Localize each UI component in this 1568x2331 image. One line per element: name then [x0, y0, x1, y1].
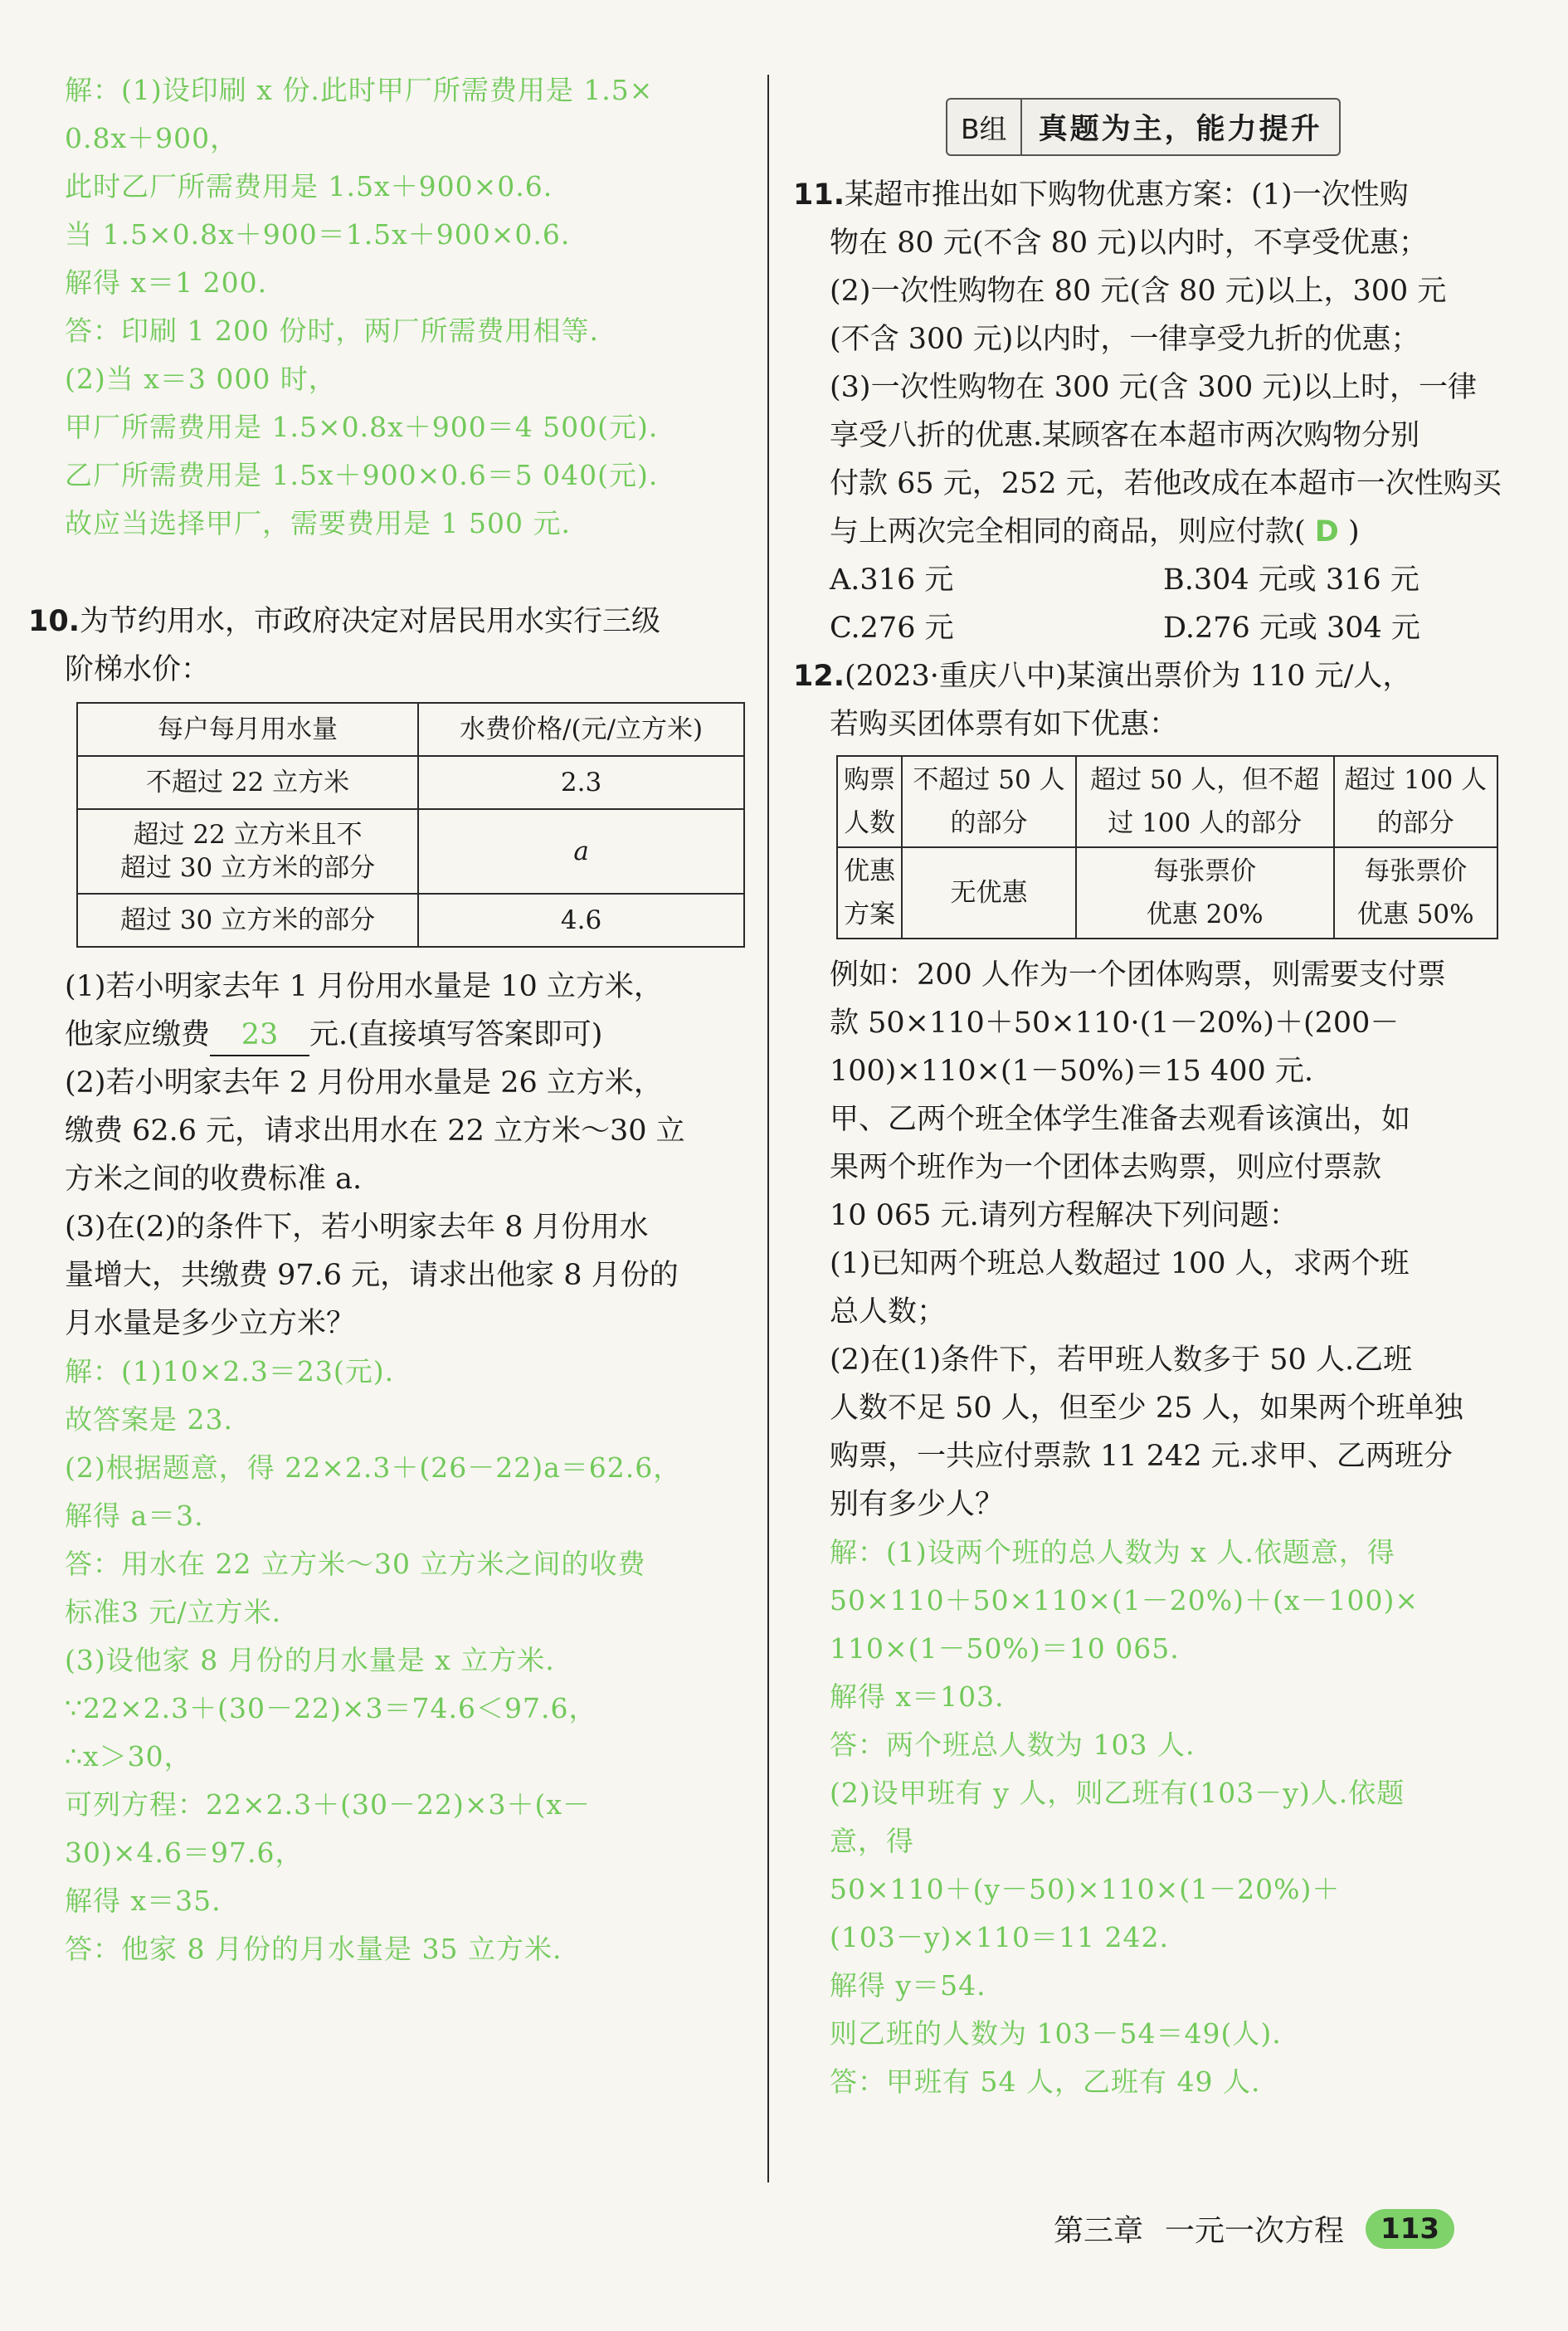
- answer-line: 故答案是 23.: [65, 1403, 233, 1436]
- chapter-title: 一元一次方程: [1165, 2214, 1345, 2248]
- body-line: 购票，一共应付票款 11 242 元.求甲、乙两班分: [830, 1440, 1453, 1473]
- body-line: 款 50×110＋50×110·(1－20%)＋(200－: [830, 1007, 1400, 1040]
- question-stem-last: [830, 508, 1502, 556]
- answer-line: 0.8x＋900，: [65, 122, 239, 154]
- answer-line: (2)根据题意，得 22×2.3＋(26－22)a＝62.6，: [65, 1451, 682, 1484]
- question-number: 12.: [793, 660, 845, 693]
- cell-line: 人数: [844, 808, 896, 838]
- answer-line: (2)当 x＝3 000 时，: [65, 363, 337, 395]
- question-11: [793, 171, 1502, 652]
- table-cell: 超过 30 立方米的部分: [77, 894, 418, 947]
- table-cell: [837, 847, 902, 939]
- body-line: 总人数；: [830, 1295, 947, 1329]
- table-cell: 不超过 22 立方米: [77, 756, 418, 809]
- cell-line: 优惠 50%: [1356, 900, 1474, 929]
- answer-line: 30)×4.6＝97.6，: [65, 1836, 304, 1869]
- answer-line: 解得 x＝35.: [65, 1885, 222, 1917]
- left-column: [28, 66, 747, 1973]
- question-10: [28, 597, 747, 1348]
- table-header: 每户每月用水量: [77, 703, 418, 756]
- ticket-discount-table: [836, 755, 1498, 939]
- q10-answer: [65, 1348, 747, 1973]
- question-stem: 某超市推出如下购物优惠方案：(1)一次性购: [845, 178, 1409, 212]
- cell-line: 过 100 人的部分: [1108, 808, 1303, 838]
- page-footer: [1054, 2207, 1454, 2250]
- answer-line: 可列方程：22×2.3＋(30－22)×3＋(x－: [65, 1788, 591, 1821]
- answer-line: ∴x＞30，: [65, 1740, 192, 1773]
- part-2-line: (2)若小明家去年 2 月份用水量是 26 立方米，: [65, 1066, 663, 1100]
- option-d: D.276 元或 304 元: [1163, 612, 1420, 645]
- table-cell: [1076, 847, 1334, 939]
- text: 元.(直接填写答案即可): [309, 1018, 603, 1051]
- question-stem: (2)一次性购物在 80 元(含 80 元)以上，300 元: [830, 275, 1447, 308]
- chapter-label: 第三章: [1054, 2214, 1144, 2248]
- table-cell-line: 超过 30 立方米的部分: [119, 853, 376, 883]
- part-2-line: 方米之间的收费标准 a.: [65, 1163, 363, 1196]
- cell-line: 方案: [844, 900, 896, 929]
- right-column: [793, 171, 1502, 2106]
- question-number: 11.: [793, 178, 845, 212]
- question-stem: (3)一次性购物在 300 元(含 300 元)以上时，一律: [830, 371, 1477, 404]
- part-3-line: 量增大，共缴费 97.6 元，请求出他家 8 月份的: [65, 1259, 679, 1292]
- cell-line: 不超过 50 人: [913, 765, 1065, 795]
- water-price-table: [76, 702, 745, 948]
- q9-answer: [65, 66, 747, 548]
- table-cell-line: 超过 22 立方米且不: [133, 820, 363, 850]
- answer-blank: 23: [210, 1015, 309, 1056]
- table-cell: a: [418, 809, 744, 894]
- group-b-header: [946, 98, 1341, 156]
- answer-line: 答：两个班总人数为 103 人.: [830, 1729, 1195, 1761]
- answer-line: 答：印刷 1 200 份时，两厂所需费用相等.: [65, 315, 599, 347]
- body-line: 甲、乙两个班全体学生准备去观看该演出，如: [830, 1103, 1411, 1136]
- page-number: 113: [1366, 2209, 1454, 2249]
- body-line: 100)×110×(1－50%)＝15 400 元.: [830, 1055, 1314, 1088]
- answer-line: 解得 x＝103.: [830, 1680, 1005, 1713]
- cell-line: 超过 50 人，但不超: [1090, 765, 1320, 795]
- group-title: 真题为主，能力提升: [1038, 112, 1322, 146]
- answer-line: 标准3 元/立方米.: [65, 1596, 282, 1628]
- option-b: B.304 元或 316 元: [1163, 563, 1419, 597]
- question-stem: (不含 300 元)以内时，一律享受九折的优惠；: [830, 323, 1420, 356]
- answer-line: 意，得: [830, 1825, 914, 1857]
- part-3-line: (3)在(2)的条件下，若小明家去年 8 月份用水: [65, 1211, 649, 1244]
- question-stem: 若购买团体票有如下优惠：: [830, 708, 1179, 741]
- body-line: (1)已知两个班总人数超过 100 人，求两个班: [830, 1247, 1410, 1280]
- table-cell: 2.3: [418, 756, 744, 809]
- text: 与上两次完全相同的商品，则应付款(: [830, 515, 1306, 549]
- question-stem: 阶梯水价：: [65, 653, 211, 686]
- answer-line: (2)设甲班有 y 人，则乙班有(103－y)人.依题: [830, 1777, 1405, 1809]
- body-line: 人数不足 50 人，但至少 25 人，如果两个班单独: [830, 1392, 1463, 1425]
- answer-line: 乙厂所需费用是 1.5x＋900×0.6＝5 040(元).: [65, 459, 659, 491]
- table-cell: [1334, 847, 1498, 939]
- body-line: 别有多少人？: [830, 1488, 1005, 1521]
- question-number: 10.: [28, 605, 80, 638]
- cell-line: 优惠 20%: [1146, 900, 1264, 929]
- body-line: 果两个班作为一个团体去购票，则应付票款: [830, 1151, 1382, 1184]
- question-stem: (2023·重庆八中)某演出票价为 110 元/人，: [845, 660, 1412, 693]
- table-cell: [1334, 756, 1498, 847]
- answer-line: 110×(1－50%)＝10 065.: [830, 1632, 1180, 1665]
- answer-line: 故应当选择甲厂，需要费用是 1 500 元.: [65, 507, 571, 539]
- answer-choice: D: [1314, 515, 1339, 549]
- cell-line: 超过 100 人: [1344, 765, 1488, 795]
- text: ): [1348, 515, 1360, 549]
- table-cell: 4.6: [418, 894, 744, 947]
- question-stem: 物在 80 元(不含 80 元)以内时，不享受优惠；: [830, 227, 1428, 260]
- table-cell: 无优惠: [902, 847, 1076, 939]
- part-1: (1)若小明家去年 1 月份用水量是 10 立方米，: [65, 970, 663, 1003]
- cell-line: 每张票价: [1153, 856, 1257, 886]
- part-3-line: 月水量是多少立方米？: [65, 1307, 356, 1340]
- answer-options: [830, 556, 1502, 652]
- answer-line: 答：他家 8 月份的月水量是 35 立方米.: [65, 1933, 562, 1965]
- answer-line: 此时乙厂所需费用是 1.5x＋900×0.6.: [65, 170, 553, 202]
- table-header: 水费价格/(元/立方米): [418, 703, 744, 756]
- question-stem: 为节约用水，市政府决定对居民用水实行三级: [80, 605, 661, 638]
- answer-line: 则乙班的人数为 103－54＝49(人).: [830, 2017, 1282, 2050]
- body-line: 例如：200 人作为一个团体购票，则需要支付票: [830, 958, 1446, 992]
- text: 他家应缴费: [65, 1018, 211, 1051]
- answer-line: (103－y)×110＝11 242.: [830, 1921, 1169, 1953]
- cell-line: 每张票价: [1364, 856, 1468, 886]
- answer-line: 解：(1)设印刷 x 份.此时甲厂所需费用是 1.5×: [65, 74, 654, 106]
- answer-line: 答：用水在 22 立方米～30 立方米之间的收费: [65, 1548, 646, 1580]
- part-1-fill: [65, 1011, 747, 1059]
- cell-line: 购票: [844, 765, 896, 795]
- answer-line: (3)设他家 8 月份的月水量是 x 立方米.: [65, 1644, 555, 1676]
- cell-line: 的部分: [1376, 808, 1454, 838]
- answer-line: 50×110＋(y－50)×110×(1－20%)＋: [830, 1873, 1341, 1905]
- body-line: (2)在(1)条件下，若甲班人数多于 50 人.乙班: [830, 1343, 1413, 1377]
- q12-answer: [830, 1529, 1502, 2106]
- answer-line: 解：(1)10×2.3＝23(元).: [65, 1355, 395, 1387]
- table-cell: [837, 756, 902, 847]
- question-stem: 付款 65 元，252 元，若他改成在本超市一次性购买: [830, 467, 1502, 500]
- option-c: C.276 元: [830, 612, 954, 645]
- body-line: 10 065 元.请列方程解决下列问题：: [830, 1199, 1298, 1232]
- group-tag: B组: [947, 100, 1022, 154]
- answer-line: ∵22×2.3＋(30－22)×3＝74.6＜97.6，: [65, 1692, 597, 1724]
- question-12: [793, 652, 1502, 1529]
- answer-line: 当 1.5×0.8x＋900＝1.5x＋900×0.6.: [65, 218, 571, 251]
- cell-line: 的部分: [950, 808, 1028, 838]
- table-cell: [902, 756, 1076, 847]
- part-2-line: 缴费 62.6 元，请求出用水在 22 立方米～30 立: [65, 1114, 685, 1148]
- answer-line: 甲厂所需费用是 1.5×0.8x＋900＝4 500(元).: [65, 411, 659, 443]
- table-cell: [1076, 756, 1334, 847]
- cell-line: 优惠: [844, 856, 896, 886]
- answer-line: 50×110＋50×110×(1－20%)＋(x－100)×: [830, 1584, 1419, 1617]
- answer-line: 解得 x＝1 200.: [65, 266, 268, 299]
- answer-line: 解得 a＝3.: [65, 1500, 204, 1532]
- answer-line: 解：(1)设两个班的总人数为 x 人.依题意，得: [830, 1536, 1395, 1568]
- table-cell: [77, 809, 418, 894]
- answer-line: 解得 y＝54.: [830, 1969, 986, 2002]
- option-a: A.316 元: [830, 563, 954, 597]
- column-divider: [767, 75, 769, 2182]
- answer-line: 答：甲班有 54 人，乙班有 49 人.: [830, 2065, 1261, 2098]
- question-stem: 享受八折的优惠.某顾客在本超市两次购物分别: [830, 419, 1420, 452]
